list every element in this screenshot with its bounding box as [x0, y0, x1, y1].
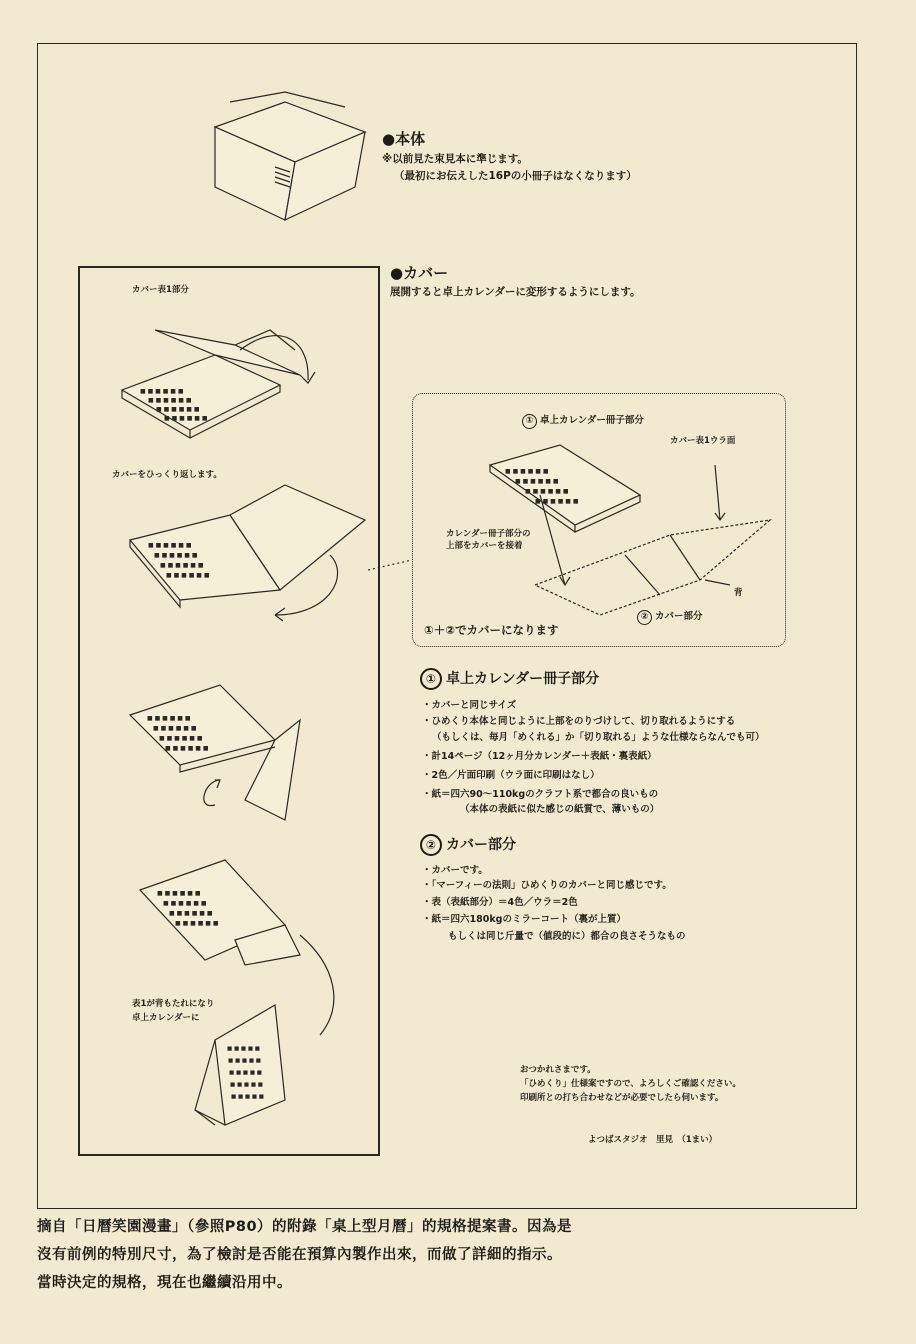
svg-text:■ ■ ■ ■ ■ ■: ■ ■ ■ ■ ■ ■ — [147, 715, 191, 722]
body-heading: ●本体 — [382, 130, 426, 148]
svg-text:■ ■ ■ ■ ■ ■: ■ ■ ■ ■ ■ ■ — [163, 900, 207, 907]
svg-text:■ ■ ■ ■ ■ ■: ■ ■ ■ ■ ■ ■ — [175, 920, 219, 927]
spec2-item: ・「マーフィーの法則」ひめくりのカバーと同じ感じです。 — [422, 880, 672, 891]
attach-note-2: 上部をカバーを接着 — [446, 541, 523, 551]
svg-text:■ ■ ■ ■ ■ ■: ■ ■ ■ ■ ■ ■ — [535, 498, 579, 505]
spine-label: 背 — [734, 588, 743, 598]
caption-line-3: 當時決定的規格，現在也繼續沿用中。 — [37, 1275, 292, 1291]
spec1-title: 卓上カレンダー冊子部分 — [446, 671, 600, 687]
spec1-item: ・紙＝四六90～110kgのクラフト系で都合の良いもの — [422, 789, 659, 800]
spec1-item: （もしくは、毎月「めくれる」か「切り取れる」ような仕様ならなんでも可） — [432, 732, 765, 743]
spec2-title: カバー部分 — [446, 837, 516, 853]
part1-number: ① — [522, 414, 537, 429]
caption-line-1: 摘自「日曆笑園漫畫」（參照P80）的附錄「桌上型月曆」的規格提案書。因為是 — [37, 1219, 573, 1235]
svg-text:■ ■ ■ ■ ■ ■: ■ ■ ■ ■ ■ ■ — [140, 388, 184, 395]
part2-number: ② — [637, 610, 652, 625]
stand-label-1: 表1が背もたれになり — [132, 999, 215, 1009]
combined-result-label: ①＋②でカバーになります — [424, 623, 559, 637]
spec2-item: ・表（表紙部分）＝4色／ウラ＝2色 — [422, 897, 578, 908]
svg-text:■ ■ ■ ■ ■ ■: ■ ■ ■ ■ ■ ■ — [156, 406, 200, 413]
spec2-item: もしくは同じ斤量で（値段的に）都合の良さそうなもの — [448, 931, 686, 942]
svg-text:■ ■ ■ ■ ■: ■ ■ ■ ■ ■ — [230, 1082, 263, 1088]
cover-description: 展開すると卓上カレンダーに変形するようにします。 — [390, 286, 641, 298]
svg-text:■ ■ ■ ■ ■ ■: ■ ■ ■ ■ ■ ■ — [148, 542, 192, 549]
step1-illustration — [110, 320, 340, 460]
step3-illustration — [125, 680, 355, 830]
svg-text:■ ■ ■ ■ ■ ■: ■ ■ ■ ■ ■ ■ — [157, 890, 201, 897]
spec1-heading — [420, 668, 599, 690]
stand-label-2: 卓上カレンダーに — [132, 1013, 200, 1023]
svg-text:■ ■ ■ ■ ■ ■: ■ ■ ■ ■ ■ ■ — [153, 725, 197, 732]
closing-line-3: 印刷所との打ち合わせなどが必要でしたら伺います。 — [520, 1093, 724, 1103]
part2-diagram-label — [637, 608, 703, 625]
svg-text:■ ■ ■ ■ ■ ■: ■ ■ ■ ■ ■ ■ — [525, 488, 569, 495]
dotted-connector — [368, 555, 418, 575]
svg-text:■ ■ ■ ■ ■: ■ ■ ■ ■ ■ — [228, 1058, 261, 1064]
svg-text:■ ■ ■ ■ ■ ■: ■ ■ ■ ■ ■ ■ — [159, 735, 203, 742]
signature: よつばスタジオ 里見 （1まい） — [588, 1135, 718, 1145]
svg-text:■ ■ ■ ■ ■ ■: ■ ■ ■ ■ ■ ■ — [505, 468, 549, 475]
cover-back-label: カバー表1ウラ面 — [670, 436, 736, 446]
body-note-1: ※以前見た束見本に準じます。 — [382, 153, 528, 165]
svg-text:■ ■ ■ ■ ■: ■ ■ ■ ■ ■ — [229, 1070, 262, 1076]
flip-label: カバーをひっくり返します。 — [112, 470, 222, 480]
book-box-illustration — [205, 92, 375, 222]
spec2-number: ② — [420, 834, 442, 856]
svg-text:■ ■ ■ ■ ■ ■: ■ ■ ■ ■ ■ ■ — [160, 562, 204, 569]
attach-note-1: カレンダー冊子部分の — [446, 529, 531, 539]
svg-text:■ ■ ■ ■ ■ ■: ■ ■ ■ ■ ■ ■ — [165, 745, 209, 752]
part2-label-text: カバー部分 — [655, 611, 703, 622]
svg-text:■ ■ ■ ■ ■: ■ ■ ■ ■ ■ — [227, 1046, 260, 1052]
svg-text:■ ■ ■ ■ ■ ■: ■ ■ ■ ■ ■ ■ — [164, 415, 208, 422]
svg-text:■ ■ ■ ■ ■ ■: ■ ■ ■ ■ ■ ■ — [166, 572, 210, 579]
part1-label-text: 卓上カレンダー冊子部分 — [540, 415, 644, 426]
spec1-item: ・カバーと同じサイズ — [422, 700, 517, 711]
spec2-item: ・カバーです。 — [422, 865, 488, 876]
step2-illustration — [120, 475, 370, 625]
cover-front-label: カバー表1部分 — [132, 285, 189, 295]
spec1-number: ① — [420, 668, 442, 690]
spec1-item: （本体の表紙に似た感じの紙質で、薄いもの） — [460, 804, 660, 815]
caption-line-2: 沒有前例的特別尺寸，為了檢討是否能在預算內製作出來，而做了詳細的指示。 — [37, 1247, 562, 1263]
svg-text:■ ■ ■ ■ ■: ■ ■ ■ ■ ■ — [231, 1094, 264, 1100]
svg-text:■ ■ ■ ■ ■ ■: ■ ■ ■ ■ ■ ■ — [515, 478, 559, 485]
cover-heading: ●カバー — [390, 264, 449, 282]
svg-text:■ ■ ■ ■ ■ ■: ■ ■ ■ ■ ■ ■ — [148, 397, 192, 404]
standing-calendar-illustration — [185, 1000, 295, 1130]
spec1-item: ・ひめくり本体と同じように上部をのりづけして、切り取れるようにする — [422, 716, 736, 727]
spec1-item: ・計14ページ（12ヶ月分カレンダー＋表紙・裏表紙） — [422, 751, 657, 762]
step4-illustration — [135, 855, 355, 985]
svg-text:■ ■ ■ ■ ■ ■: ■ ■ ■ ■ ■ ■ — [169, 910, 213, 917]
spec2-heading — [420, 834, 516, 856]
svg-text:■ ■ ■ ■ ■ ■: ■ ■ ■ ■ ■ ■ — [154, 552, 198, 559]
spec1-item: ・2色／片面印刷（ウラ面に印刷はなし） — [422, 770, 600, 781]
closing-line-2: 「ひめくり」仕様案ですので、よろしくご確認ください。 — [520, 1079, 741, 1089]
spec2-item: ・紙＝四六180kgのミラーコート（裏が上質） — [422, 914, 626, 925]
closing-line-1: おつかれさまです。 — [520, 1065, 596, 1075]
body-note-2: （最初にお伝えした16Pの小冊子はなくなります） — [394, 170, 637, 182]
